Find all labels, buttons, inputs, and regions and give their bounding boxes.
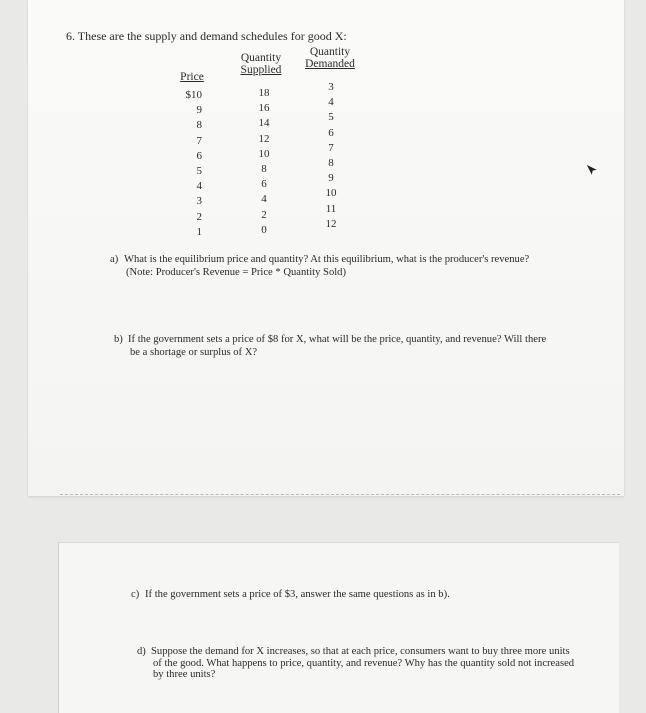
quantity-supplied-column (251, 86, 277, 238)
question-title: 6. These are the supply and demand schedules for good X: (66, 29, 347, 43)
arrow-cursor-icon (585, 163, 599, 177)
table-cell: 14 (258, 117, 270, 130)
part-b (114, 333, 594, 359)
part-c (131, 588, 591, 601)
price-header-label: Price (180, 71, 204, 83)
quantity-supplied-header-bottom: Supplied (240, 64, 282, 76)
part-d-line1: Suppose the demand for X increases, so that at each price, consumers want to buy three more units (151, 646, 570, 657)
part-c-line1: If the government sets a price of $3, answer the same questions as in b). (145, 589, 450, 600)
quantity-supplied-header (236, 52, 286, 76)
table-cell: $10 (185, 89, 202, 101)
table-cell: 2 (196, 210, 202, 223)
price-column (172, 88, 202, 240)
quantity-demanded-column (318, 80, 344, 232)
table-cell: 3 (196, 195, 202, 208)
table-cell: 7 (328, 141, 334, 154)
table-cell: 4 (328, 96, 334, 109)
table-cell: 9 (328, 172, 334, 185)
quantity-demanded-header-top: Quantity (309, 46, 351, 58)
part-d (137, 646, 597, 681)
part-a (110, 253, 590, 279)
table-cell: 16 (258, 102, 270, 115)
table-cell: 6 (328, 126, 334, 139)
table-cell: 4 (261, 193, 267, 206)
worksheet-page-continued (58, 542, 619, 713)
table-cell: 12 (258, 132, 270, 145)
table-cell: 3 (328, 81, 334, 93)
table-cell: 2 (261, 208, 267, 221)
table-cell: 10 (325, 187, 337, 200)
quantity-supplied-header-top: Quantity (240, 52, 282, 64)
table-cell: 9 (196, 104, 202, 117)
table-cell: 8 (328, 157, 334, 170)
table-cell: 18 (258, 87, 270, 99)
table-cell: 6 (196, 149, 202, 162)
worksheet-page (28, 0, 624, 496)
table-cell: 0 (261, 223, 267, 236)
quantity-demanded-header (300, 46, 360, 70)
table-cell: 4 (196, 180, 202, 193)
table-cell: 6 (261, 178, 267, 191)
table-cell: 7 (196, 134, 202, 147)
price-header (178, 71, 206, 83)
page-separator (60, 494, 620, 495)
part-b-line1: If the government sets a price of $8 for X, what will be the price, quantity, and revenue? Will there (128, 334, 547, 345)
table-cell: 8 (261, 163, 267, 176)
part-b-label: b) (114, 334, 123, 345)
table-cell: 12 (325, 217, 337, 230)
table-cell: 5 (328, 111, 334, 124)
part-c-label: c) (131, 589, 140, 600)
table-cell: 5 (196, 165, 202, 178)
quantity-demanded-header-bottom: Demanded (305, 58, 355, 70)
part-d-label: d) (137, 646, 146, 657)
table-cell: 11 (325, 202, 337, 215)
part-d-line3: by three units? (153, 669, 216, 680)
table-cell: 8 (196, 119, 202, 132)
table-cell: 10 (258, 147, 270, 160)
part-d-line2: of the good. What happens to price, quantity, and revenue? Why has the quantity sold not increased (153, 657, 575, 669)
part-a-line1: What is the equilibrium price and quantity? At this equilibrium, what is the producer's revenue? (124, 254, 530, 265)
part-b-line2: be a shortage or surplus of X? (130, 347, 258, 358)
table-cell: 1 (196, 225, 202, 238)
part-a-label: a) (110, 254, 119, 265)
part-a-line2: (Note: Producer's Revenue = Price * Quantity Sold) (126, 267, 347, 278)
